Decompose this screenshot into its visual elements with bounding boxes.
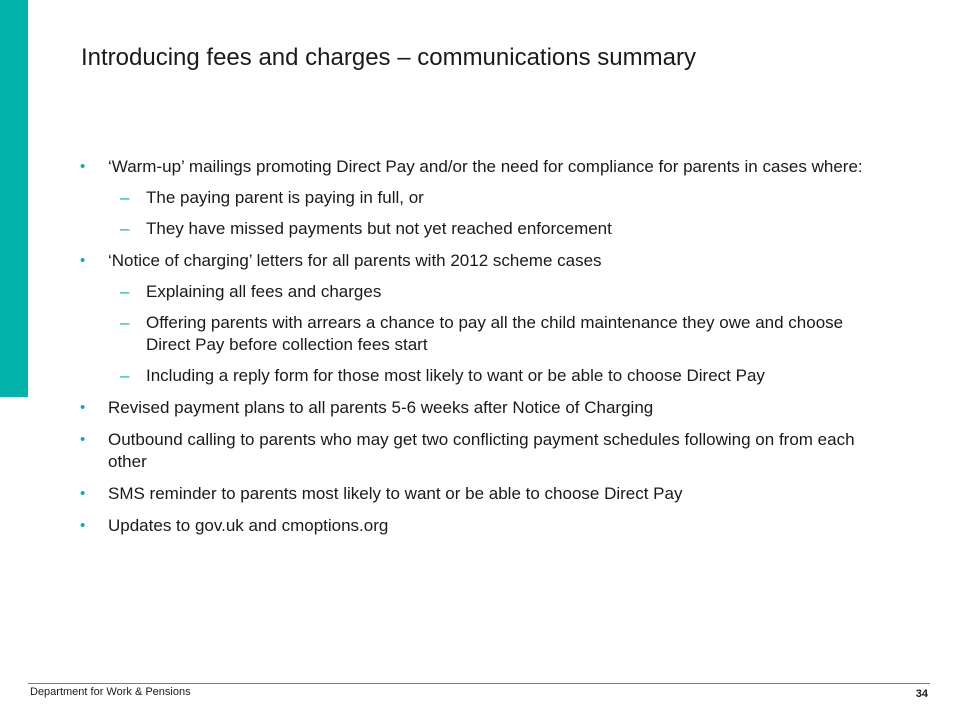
list-item-text: Revised payment plans to all parents 5-6 weeks after Notice of Charging [108,398,654,417]
dash-marker: – [120,366,130,385]
list-item [80,515,870,537]
list-item [80,250,870,272]
list-item-text: SMS reminder to parents most likely to want or be able to choose Direct Pay [108,484,683,503]
list-item-text: Including a reply form for those most likely to want or be able to choose Direct Pay [146,366,765,385]
accent-bar [0,0,28,397]
list-item-text: Offering parents with arrears a chance to pay all the child maintenance they owe and choose Direct Pay before collection fees start [146,313,844,354]
bullet-marker: • [80,485,86,502]
dash-marker: – [120,188,130,207]
list-item [80,156,870,178]
list-item-text: Outbound calling to parents who may get two conflicting payment schedules following on from each other [108,430,855,471]
bullet-list [80,156,870,537]
sub-list-item [80,365,870,387]
sub-list-item [80,218,870,240]
bullet-marker: • [80,252,86,269]
sub-list-item [80,281,870,303]
list-item-text: They have missed payments but not yet reached enforcement [146,219,612,238]
footer-organization: Department for Work & Pensions [30,686,191,698]
list-item [80,429,870,473]
list-item [80,483,870,505]
list-item-text: The paying parent is paying in full, or [146,188,424,207]
dash-marker: – [120,313,130,332]
list-item-text: Updates to gov.uk and cmoptions.org [108,516,389,535]
slide-title: Introducing fees and charges – communications summary [81,44,696,71]
bullet-marker: • [80,158,86,175]
bullet-marker: • [80,431,86,448]
list-item-text: ‘Warm-up’ mailings promoting Direct Pay and/or the need for compliance for parents in cases where: [108,157,863,176]
footer-divider [28,683,930,684]
list-item [80,397,870,419]
page-number: 34 [915,688,928,700]
bullet-marker: • [80,517,86,534]
dash-marker: – [120,282,130,301]
bullet-marker: • [80,399,86,416]
dash-marker: – [120,219,130,238]
list-item-text: ‘Notice of charging’ letters for all parents with 2012 scheme cases [108,251,602,270]
sub-list-item [80,187,870,209]
sub-list-item [80,312,870,356]
list-item-text: Explaining all fees and charges [146,282,382,301]
